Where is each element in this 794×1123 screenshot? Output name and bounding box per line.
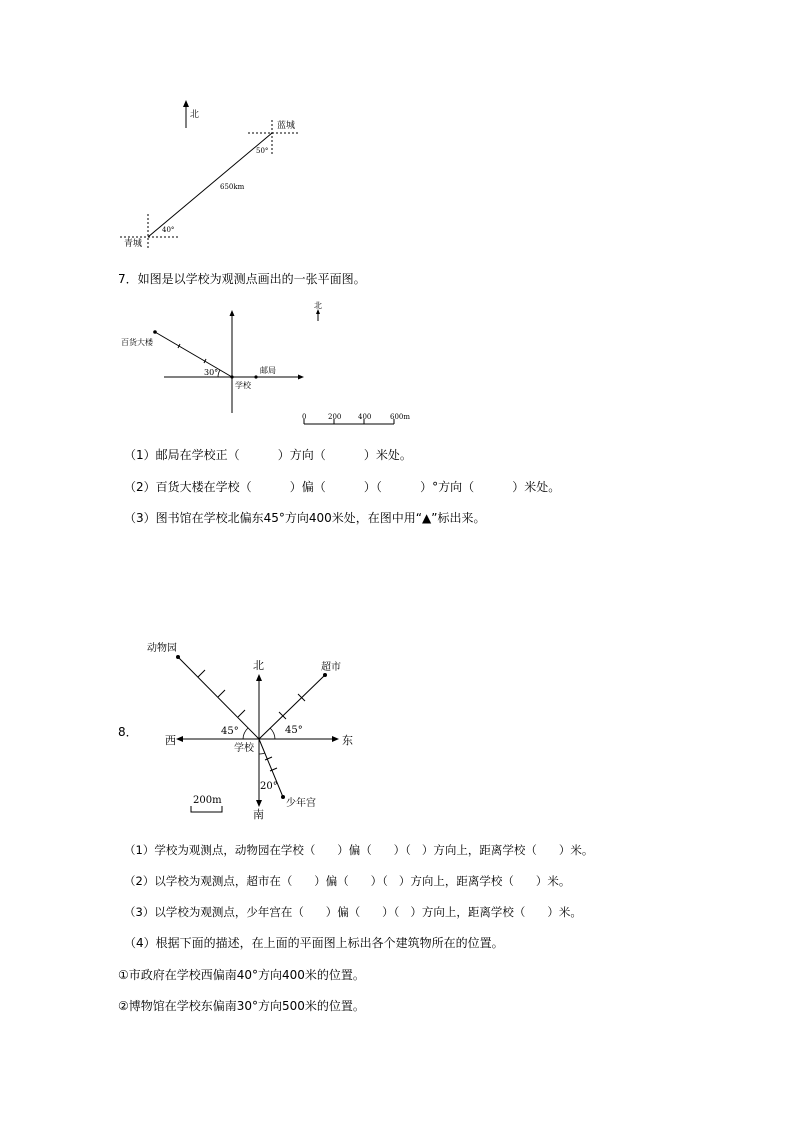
q7-scale-label: 600m	[390, 413, 410, 421]
q8-zoo-tick	[198, 670, 205, 677]
q8-school-label: 学校	[234, 743, 254, 754]
q7-dept-store-line	[155, 332, 232, 377]
q7-item-1: （1）邮局在学校正（ ）方向（ ）米处。	[124, 448, 412, 462]
q8-youth-palace-label: 少年宫	[286, 798, 316, 809]
distance-label: 650km	[220, 183, 245, 191]
angle-50-label: 50°	[256, 147, 269, 155]
q7-post-office-point	[254, 375, 257, 378]
q7-angle-label: 30°	[204, 368, 219, 377]
q7-school-point	[230, 375, 233, 378]
qing-city-label: 青城	[124, 239, 143, 249]
q8-item-1: （1）学校为观测点，动物园在学校（ ）偏（ ）（ ）方向上，距离学校（ ）米。	[124, 843, 594, 857]
q7-scale-label: 400	[358, 413, 372, 421]
q8-zoo-line	[178, 657, 259, 739]
north-label: 北	[190, 110, 200, 120]
q8-east-label: 东	[342, 734, 353, 747]
q8-right-angle-arc	[270, 728, 275, 739]
q8-left-angle-label: 45°	[221, 726, 239, 737]
q8-south-label: 南	[253, 808, 264, 821]
q7-angle-arc	[218, 370, 220, 377]
q8-west-arrow-head	[176, 736, 183, 742]
q8-bottom-angle-label: 20°	[260, 781, 278, 792]
q7-item-2: （2）百货大楼在学校（ ）偏（ ）（ ）°方向（ ）米处。	[124, 480, 561, 494]
q7-scale-label: 200	[328, 413, 342, 421]
q8-youth-palace-tick	[265, 757, 272, 760]
q7-item-3: （3）图书馆在学校北偏东45°方向400米处，在图中用“▲”标出来。	[124, 511, 486, 525]
q8-north-label: 北	[253, 659, 264, 672]
q8-zoo-tick	[218, 690, 225, 697]
q7-title: 7．如图是以学校为观测点画出的一张平面图。	[118, 272, 366, 286]
q8-zoo-tick	[238, 710, 245, 717]
q8-east-arrow-head	[332, 736, 339, 742]
q7-north-label: 北	[314, 301, 322, 310]
north-arrow-head	[183, 100, 189, 107]
q8-supermarket-point	[323, 673, 327, 677]
q8-bottom-angle-arc	[259, 753, 265, 754]
q8-number: 8．	[118, 725, 138, 739]
q8-item-3: （3）以学校为观测点，少年宫在（ ）偏（ ）（ ）方向上，距离学校（ ）米。	[124, 905, 582, 919]
lan-city-label: 蓝城	[277, 121, 296, 131]
q8-scale-label: 200m	[193, 795, 222, 806]
q8-south-arrow-head	[256, 800, 262, 807]
angle-40-label: 40°	[162, 226, 175, 234]
q8-youth-palace-point	[281, 795, 285, 799]
q8-item-4: （4）根据下面的描述，在上面的平面图上标出各个建筑物所在的位置。	[124, 936, 504, 950]
route-line	[148, 133, 272, 237]
q7-north-axis-head	[230, 310, 235, 316]
q7-school-label: 学校	[235, 381, 251, 390]
q8-supermarket-label: 超市	[321, 662, 341, 673]
q8-west-label: 西	[165, 734, 176, 747]
q7-dept-store-point	[153, 330, 157, 334]
q8-zoo-point	[176, 655, 180, 659]
q7-post-office-label: 邮局	[260, 366, 276, 375]
q8-right-angle-label: 45°	[285, 725, 303, 736]
q8-left-angle-arc	[243, 728, 248, 739]
q7-dept-store-label: 百货大楼	[121, 338, 153, 347]
q7-scale-label: 0	[302, 413, 307, 421]
q8-north-arrow-head	[256, 674, 262, 681]
q7-east-arrow-head	[298, 375, 304, 380]
q8-item-2: （2）以学校为观测点，超市在（ ）偏（ ）（ ）方向上，距离学校（ ）米。	[124, 874, 571, 888]
q8-item-6: ②博物馆在学校东偏南30°方向500米的位置。	[118, 999, 365, 1013]
q8-scale-bar	[191, 806, 222, 812]
q8-zoo-label: 动物园	[147, 643, 177, 654]
q8-item-5: ①市政府在学校西偏南40°方向400米的位置。	[118, 968, 365, 982]
